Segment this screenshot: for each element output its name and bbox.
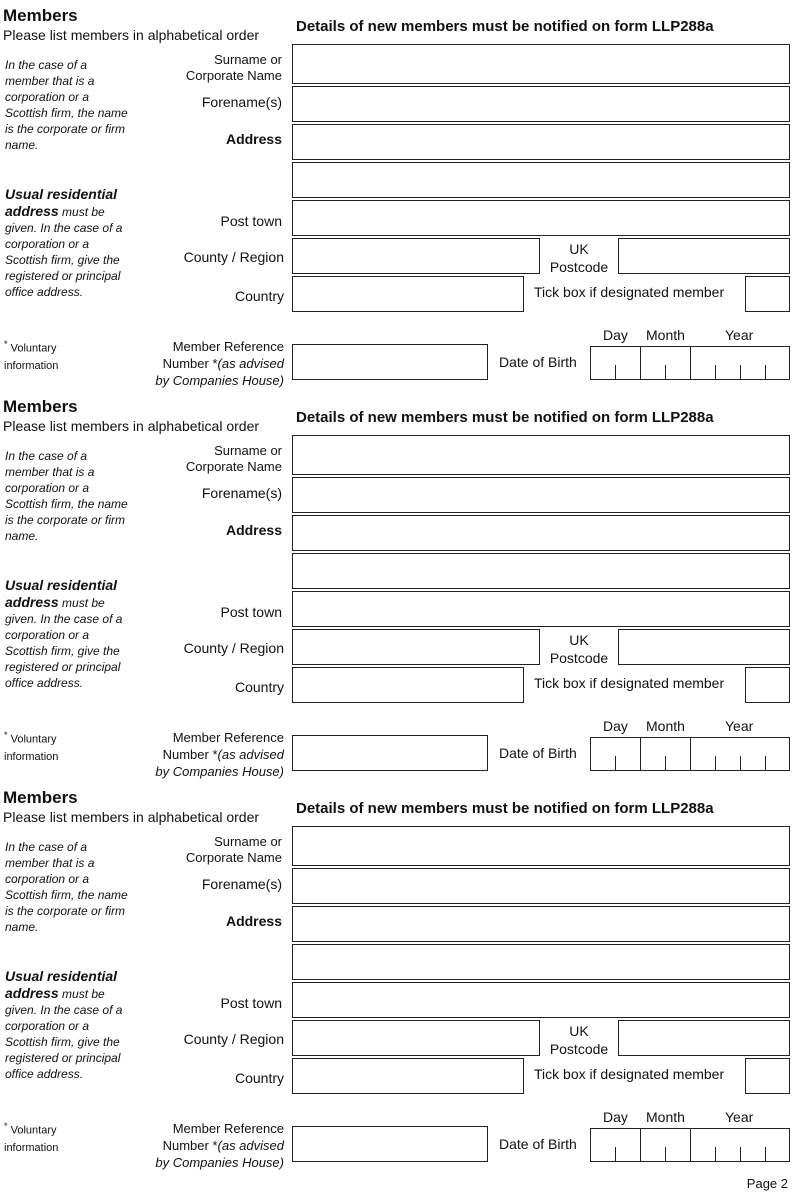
voluntary-text: Voluntary information bbox=[4, 342, 59, 372]
section-notice: Details of new members must be notified on form LLP288a bbox=[296, 409, 714, 426]
residential-note-text: must be given. In the case of a corporation or a Scottish firm, give the registered or principal office address. bbox=[5, 596, 123, 690]
designated-member-label: Tick box if designated member bbox=[534, 675, 725, 691]
voluntary-text: Voluntary information bbox=[4, 733, 59, 763]
post-town-label: Post town bbox=[220, 604, 282, 620]
address-line2-field[interactable] bbox=[292, 553, 790, 589]
voluntary-star: * bbox=[4, 339, 8, 349]
surname-field[interactable] bbox=[292, 44, 790, 84]
postcode-label bbox=[548, 631, 610, 667]
section-subtitle: Please list members in alphabetical order bbox=[3, 809, 260, 825]
residential-note-bold: Usual residential address bbox=[5, 968, 118, 1001]
member-ref-label-line1: Member Reference bbox=[172, 730, 284, 745]
member-ref-label-line2: Number * bbox=[162, 1138, 218, 1153]
residential-note-bold: Usual residential address bbox=[5, 577, 118, 610]
section-subtitle: Please list members in alphabetical order bbox=[3, 418, 260, 434]
surname-label bbox=[186, 52, 282, 84]
county-label: County / Region bbox=[183, 640, 284, 656]
residential-note-text: must be given. In the case of a corporation or a Scottish firm, give the registered or principal office address. bbox=[5, 987, 123, 1081]
surname-label-line2: Corporate Name bbox=[185, 850, 282, 865]
address-label: Address bbox=[225, 913, 282, 929]
country-label: Country bbox=[234, 679, 284, 695]
postcode-label-uk: UK bbox=[569, 632, 589, 648]
surname-label bbox=[186, 834, 282, 866]
member-ref-label bbox=[155, 729, 284, 780]
member-ref-field[interactable] bbox=[292, 735, 488, 771]
surname-label-line1: Surname or bbox=[214, 52, 282, 67]
voluntary-note bbox=[4, 1118, 84, 1157]
dob-month-label: Month bbox=[646, 1109, 685, 1125]
county-field[interactable] bbox=[292, 629, 540, 665]
member-ref-field[interactable] bbox=[292, 344, 488, 380]
dob-day-label: Day bbox=[603, 718, 628, 734]
post-town-field[interactable] bbox=[292, 982, 790, 1018]
member-ref-label-line3: by Companies House) bbox=[155, 764, 284, 779]
country-label: Country bbox=[234, 288, 284, 304]
postcode-label-uk: UK bbox=[569, 241, 589, 257]
address-line1-field[interactable] bbox=[292, 515, 790, 551]
surname-label-line2: Corporate Name bbox=[185, 68, 282, 83]
forename-field[interactable] bbox=[292, 868, 790, 904]
dob-year-label: Year bbox=[725, 718, 754, 734]
postcode-label-uk: UK bbox=[569, 1023, 589, 1039]
section-notice: Details of new members must be notified on form LLP288a bbox=[296, 18, 714, 35]
dob-label: Date of Birth bbox=[499, 354, 577, 370]
dob-day-label: Day bbox=[603, 327, 628, 343]
dob-field[interactable] bbox=[590, 1128, 790, 1162]
address-line1-field[interactable] bbox=[292, 124, 790, 160]
residential-note-bold: Usual residential address bbox=[5, 186, 118, 219]
voluntary-note bbox=[4, 727, 84, 766]
surname-label-line1: Surname or bbox=[214, 834, 282, 849]
surname-field[interactable] bbox=[292, 435, 790, 475]
forename-label: Forename(s) bbox=[201, 94, 282, 110]
postcode-field[interactable] bbox=[618, 238, 790, 274]
country-field[interactable] bbox=[292, 1058, 524, 1094]
voluntary-star: * bbox=[4, 730, 8, 740]
designated-member-checkbox[interactable] bbox=[745, 276, 790, 312]
member-ref-label-line3: by Companies House) bbox=[155, 373, 284, 388]
county-label: County / Region bbox=[183, 249, 284, 265]
section-subtitle: Please list members in alphabetical order bbox=[3, 27, 260, 43]
member-ref-label-line2: Number * bbox=[162, 747, 218, 762]
postcode-label-text: Postcode bbox=[549, 1041, 609, 1057]
postcode-label bbox=[548, 1022, 610, 1058]
county-field[interactable] bbox=[292, 1020, 540, 1056]
address-label: Address bbox=[225, 522, 282, 538]
member-ref-label-line1: Member Reference bbox=[172, 1121, 284, 1136]
designated-member-label: Tick box if designated member bbox=[534, 284, 725, 300]
member-ref-label-italic: (as advised bbox=[217, 747, 284, 762]
county-label: County / Region bbox=[183, 1031, 284, 1047]
member-ref-label-italic: (as advised bbox=[217, 356, 284, 371]
corporate-note: In the case of a member that is a corporation or a Scottish firm, the name is the corporate or firm name. bbox=[5, 840, 128, 934]
corporate-note: In the case of a member that is a corporation or a Scottish firm, the name is the corporate or firm name. bbox=[5, 58, 128, 152]
surname-label-line2: Corporate Name bbox=[185, 459, 282, 474]
postcode-label-text: Postcode bbox=[549, 650, 609, 666]
dob-label: Date of Birth bbox=[499, 745, 577, 761]
voluntary-text: Voluntary information bbox=[4, 1124, 59, 1154]
residential-note bbox=[5, 577, 130, 691]
voluntary-note bbox=[4, 336, 84, 375]
address-line2-field[interactable] bbox=[292, 944, 790, 980]
voluntary-star: * bbox=[4, 1121, 8, 1131]
surname-field[interactable] bbox=[292, 826, 790, 866]
post-town-field[interactable] bbox=[292, 200, 790, 236]
forename-label: Forename(s) bbox=[201, 485, 282, 501]
residential-note-text: must be given. In the case of a corporation or a Scottish firm, give the registered or principal office address. bbox=[5, 205, 123, 299]
post-town-label: Post town bbox=[220, 995, 282, 1011]
designated-member-checkbox[interactable] bbox=[745, 667, 790, 703]
post-town-field[interactable] bbox=[292, 591, 790, 627]
member-section-1 bbox=[0, 0, 800, 390]
postcode-field[interactable] bbox=[618, 1020, 790, 1056]
address-line2-field[interactable] bbox=[292, 162, 790, 198]
country-label: Country bbox=[234, 1070, 284, 1086]
country-field[interactable] bbox=[292, 276, 524, 312]
member-ref-label-line2: Number * bbox=[162, 356, 218, 371]
dob-field[interactable] bbox=[590, 737, 790, 771]
forename-field[interactable] bbox=[292, 477, 790, 513]
post-town-label: Post town bbox=[220, 213, 282, 229]
postcode-label-text: Postcode bbox=[549, 259, 609, 275]
member-ref-label-line3: by Companies House) bbox=[155, 1155, 284, 1170]
forename-field[interactable] bbox=[292, 86, 790, 122]
dob-month-label: Month bbox=[646, 718, 685, 734]
surname-label-line1: Surname or bbox=[214, 443, 282, 458]
address-line1-field[interactable] bbox=[292, 906, 790, 942]
page-number: Page 2 bbox=[746, 1176, 788, 1191]
section-title: Members bbox=[3, 6, 78, 25]
dob-year-label: Year bbox=[725, 1109, 754, 1125]
member-ref-field[interactable] bbox=[292, 1126, 488, 1162]
residential-note bbox=[5, 186, 130, 300]
member-ref-label bbox=[155, 1120, 284, 1171]
forename-label: Forename(s) bbox=[201, 876, 282, 892]
designated-member-checkbox[interactable] bbox=[745, 1058, 790, 1094]
section-notice: Details of new members must be notified on form LLP288a bbox=[296, 800, 714, 817]
county-field[interactable] bbox=[292, 238, 540, 274]
corporate-note: In the case of a member that is a corporation or a Scottish firm, the name is the corporate or firm name. bbox=[5, 449, 128, 543]
section-title: Members bbox=[3, 397, 78, 416]
address-label: Address bbox=[225, 131, 282, 147]
surname-label bbox=[186, 443, 282, 475]
member-ref-label-italic: (as advised bbox=[217, 1138, 284, 1153]
postcode-label bbox=[548, 240, 610, 276]
member-ref-label bbox=[155, 338, 284, 389]
section-title: Members bbox=[3, 788, 78, 807]
member-section-3 bbox=[0, 782, 800, 1172]
dob-month-label: Month bbox=[646, 327, 685, 343]
residential-note bbox=[5, 968, 130, 1082]
dob-day-label: Day bbox=[603, 1109, 628, 1125]
dob-field[interactable] bbox=[590, 346, 790, 380]
postcode-field[interactable] bbox=[618, 629, 790, 665]
country-field[interactable] bbox=[292, 667, 524, 703]
dob-label: Date of Birth bbox=[499, 1136, 577, 1152]
member-section-2 bbox=[0, 391, 800, 781]
dob-year-label: Year bbox=[725, 327, 754, 343]
designated-member-label: Tick box if designated member bbox=[534, 1066, 725, 1082]
member-ref-label-line1: Member Reference bbox=[172, 339, 284, 354]
